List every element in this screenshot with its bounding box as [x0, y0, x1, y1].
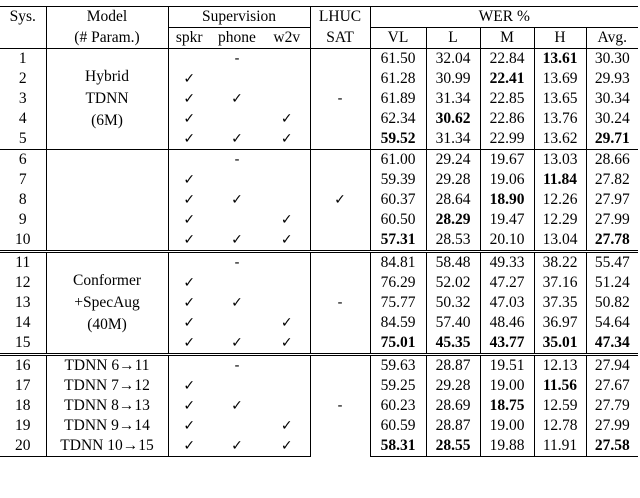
header-wer: WER % [370, 7, 638, 28]
supervision-phone-cell: - [210, 355, 264, 377]
lhuc-sat-cell: - [310, 355, 370, 457]
wer-avg-cell: 27.79 [586, 396, 638, 416]
wer-m-cell: 18.90 [480, 190, 534, 210]
wer-results-table [0, 6, 638, 457]
supervision-w2v-cell [264, 49, 310, 70]
wer-l-cell: 57.40 [426, 313, 480, 333]
supervision-w2v-cell [264, 150, 310, 171]
wer-l-cell: 50.32 [426, 293, 480, 313]
sys-cell: 19 [15, 417, 31, 434]
supervision-w2v-cell [264, 355, 310, 377]
wer-m-cell: 47.27 [480, 273, 534, 293]
wer-l-cell: 28.53 [426, 230, 480, 252]
header-m: M [480, 28, 534, 49]
wer-m-cell: 19.06 [480, 170, 534, 190]
supervision-w2v-cell [264, 170, 310, 190]
wer-m-cell: 22.41 [480, 69, 534, 89]
wer-h-cell: 11.84 [534, 170, 586, 190]
table-row [0, 49, 638, 70]
wer-m-cell: 18.75 [480, 396, 534, 416]
supervision-spkr-cell: ✓ [168, 170, 210, 190]
sys-cell: 5 [18, 130, 27, 147]
supervision-w2v-cell [264, 376, 310, 396]
wer-m-cell: 19.51 [480, 355, 534, 377]
wer-l-cell: 30.99 [426, 69, 480, 89]
model-cell: TDNN 7→12 [46, 376, 168, 396]
wer-h-cell: 13.62 [534, 129, 586, 150]
sys-cell: 1 [0, 49, 46, 70]
wer-avg-cell: 27.97 [586, 190, 638, 210]
lhuc-sat-cell: ✓ [310, 150, 370, 252]
supervision-spkr-cell [168, 355, 210, 377]
supervision-phone-cell [210, 69, 264, 89]
model-cell: TDNN 10→15 [46, 436, 168, 457]
wer-h-cell: 12.26 [534, 190, 586, 210]
wer-vl-cell: 59.25 [370, 376, 426, 396]
wer-vl-cell: 57.31 [370, 230, 426, 252]
wer-avg-cell: 30.24 [586, 109, 638, 129]
header-sys: Sys. [0, 7, 46, 28]
header-h: H [534, 28, 586, 49]
wer-m-cell: 19.00 [480, 416, 534, 436]
table-row [0, 355, 638, 377]
supervision-spkr-cell: ✓ [168, 273, 210, 293]
sys-cell: 20 [0, 436, 46, 457]
sys-cell: 17 [15, 377, 31, 394]
model-label-line: TDNN [85, 90, 129, 107]
wer-avg-cell: 29.71 [586, 129, 638, 150]
wer-l-cell: 28.87 [426, 355, 480, 377]
supervision-phone-cell: ✓ [231, 91, 243, 107]
supervision-w2v-cell [264, 190, 310, 210]
wer-l-cell: 28.55 [426, 436, 480, 457]
wer-avg-cell: 27.67 [586, 376, 638, 396]
wer-m-cell: 48.46 [480, 313, 534, 333]
model-label-line: Conformer [72, 272, 141, 289]
results-body [0, 49, 638, 457]
wer-m-cell: 22.99 [480, 129, 534, 150]
supervision-spkr-cell: ✓ [168, 313, 210, 333]
wer-l-cell: 52.02 [426, 273, 480, 293]
wer-m-cell: 49.33 [480, 252, 534, 274]
wer-vl-cell: 61.00 [370, 150, 426, 171]
wer-m-cell: 43.77 [480, 333, 534, 355]
sys-cell: 2 [18, 70, 27, 87]
wer-vl-cell: 76.29 [370, 273, 426, 293]
wer-vl-cell: 61.89 [370, 89, 426, 109]
supervision-phone-cell: - [210, 150, 264, 171]
wer-h-cell: 13.65 [534, 89, 586, 109]
supervision-w2v-cell: ✓ [280, 131, 293, 147]
wer-h-cell: 12.29 [534, 210, 586, 230]
supervision-phone-cell: ✓ [231, 398, 243, 414]
wer-m-cell: 22.84 [480, 49, 534, 70]
wer-l-cell: 29.28 [426, 170, 480, 190]
model-label-line: (6M) [91, 112, 123, 129]
wer-h-cell: 13.03 [534, 150, 586, 171]
wer-avg-cell: 50.82 [586, 293, 638, 313]
supervision-spkr-cell: ✓ [168, 416, 210, 436]
supervision-phone-cell: ✓ [231, 232, 243, 248]
supervision-phone-cell [210, 416, 264, 436]
supervision-w2v-cell [264, 273, 310, 293]
supervision-spkr-cell: ✓ [168, 396, 210, 416]
wer-h-cell: 13.69 [534, 69, 586, 89]
wer-vl-cell: 61.50 [370, 49, 426, 70]
lhuc-sat-cell: - [310, 252, 370, 355]
header-phone: phone [218, 29, 256, 46]
wer-l-cell: 31.34 [426, 129, 480, 150]
wer-vl-cell: 60.50 [370, 210, 426, 230]
wer-vl-cell: 60.23 [370, 396, 426, 416]
supervision-spkr-cell: ✓ [168, 293, 210, 313]
supervision-phone-cell [210, 273, 264, 293]
wer-m-cell: 19.88 [480, 436, 534, 457]
sys-cell: 3 [18, 90, 27, 107]
wer-avg-cell: 27.94 [586, 355, 638, 377]
supervision-spkr-cell: ✓ [168, 109, 210, 129]
supervision-phone-cell [210, 210, 264, 230]
supervision-phone-cell: - [210, 49, 264, 70]
wer-h-cell: 37.16 [534, 273, 586, 293]
sys-cell: 16 [0, 355, 46, 377]
wer-l-cell: 58.48 [426, 252, 480, 274]
wer-h-cell: 37.35 [534, 293, 586, 313]
wer-vl-cell: 59.52 [370, 129, 426, 150]
wer-h-cell: 12.13 [534, 355, 586, 377]
supervision-phone-cell: ✓ [210, 436, 264, 457]
supervision-spkr-cell: ✓ [168, 210, 210, 230]
supervision-phone-cell: ✓ [231, 335, 243, 351]
supervision-w2v-cell [264, 69, 310, 89]
wer-vl-cell: 58.31 [370, 436, 426, 457]
sys-cell: 7 [18, 171, 27, 188]
wer-vl-cell: 84.59 [370, 313, 426, 333]
sys-cell: 4 [18, 110, 27, 127]
wer-vl-cell: 59.39 [370, 170, 426, 190]
sys-cell: 10 [15, 231, 31, 248]
supervision-spkr-cell: ✓ [168, 230, 210, 252]
supervision-spkr-cell: ✓ [168, 376, 210, 396]
wer-avg-cell: 27.82 [586, 170, 638, 190]
wer-h-cell: 13.76 [534, 109, 586, 129]
wer-vl-cell: 60.37 [370, 190, 426, 210]
sys-cell: 9 [18, 211, 27, 228]
header-sat: SAT [310, 28, 370, 49]
lhuc-sat-cell: - [310, 49, 370, 150]
supervision-w2v-cell: ✓ [280, 212, 293, 228]
wer-vl-cell: 61.28 [370, 69, 426, 89]
supervision-phone-cell [210, 376, 264, 396]
wer-l-cell: 29.28 [426, 376, 480, 396]
wer-h-cell: 11.56 [534, 376, 586, 396]
wer-l-cell: 29.24 [426, 150, 480, 171]
wer-m-cell: 19.00 [480, 376, 534, 396]
wer-avg-cell: 27.58 [586, 436, 638, 457]
wer-l-cell: 28.29 [426, 210, 480, 230]
sys-cell: 12 [15, 274, 31, 291]
wer-h-cell: 36.97 [534, 313, 586, 333]
wer-vl-cell: 59.63 [370, 355, 426, 377]
wer-avg-cell: 28.66 [586, 150, 638, 171]
supervision-w2v-cell: ✓ [280, 315, 293, 331]
model-cell: TDNN 9→14 [46, 416, 168, 436]
header-w2v: w2v [273, 29, 301, 46]
sys-cell: 13 [15, 294, 31, 311]
wer-h-cell: 11.91 [534, 436, 586, 457]
supervision-w2v-cell [264, 396, 310, 416]
wer-avg-cell: 29.93 [586, 69, 638, 89]
wer-l-cell: 31.34 [426, 89, 480, 109]
wer-l-cell: 28.87 [426, 416, 480, 436]
model-label-line: +SpecAug [74, 294, 140, 311]
supervision-w2v-cell [264, 293, 310, 313]
supervision-spkr-cell [168, 150, 210, 171]
wer-avg-cell: 27.99 [586, 210, 638, 230]
header-row-1 [0, 7, 638, 28]
supervision-spkr-cell [168, 49, 210, 70]
supervision-w2v-cell [264, 252, 310, 274]
wer-vl-cell: 84.81 [370, 252, 426, 274]
wer-l-cell: 28.69 [426, 396, 480, 416]
sys-cell: 11 [0, 252, 46, 274]
wer-h-cell: 12.59 [534, 396, 586, 416]
supervision-w2v-cell: ✓ [280, 335, 293, 351]
sys-cell: 6 [0, 150, 46, 171]
sys-cell: 15 [15, 334, 31, 351]
header-model: Model [46, 7, 168, 28]
model-group-cell [46, 252, 168, 355]
wer-vl-cell: 75.77 [370, 293, 426, 313]
wer-l-cell: 30.62 [426, 109, 480, 129]
supervision-w2v-cell: ✓ [280, 418, 293, 434]
wer-avg-cell: 51.24 [586, 273, 638, 293]
wer-vl-cell: 62.34 [370, 109, 426, 129]
supervision-spkr-cell: ✓ [168, 129, 210, 150]
wer-m-cell: 22.85 [480, 89, 534, 109]
supervision-phone-cell [210, 170, 264, 190]
model-group-cell [46, 49, 168, 150]
wer-avg-cell: 55.47 [586, 252, 638, 274]
wer-m-cell: 22.86 [480, 109, 534, 129]
wer-vl-cell: 75.01 [370, 333, 426, 355]
header-avg: Avg. [586, 28, 638, 49]
wer-h-cell: 38.22 [534, 252, 586, 274]
header-l: L [426, 28, 480, 49]
supervision-spkr-cell: ✓ [168, 333, 210, 355]
supervision-w2v-cell: ✓ [280, 232, 293, 248]
header-supervision: Supervision [168, 7, 310, 28]
supervision-phone-cell: ✓ [231, 131, 243, 147]
model-cell: TDNN 8→13 [46, 396, 168, 416]
wer-avg-cell: 54.64 [586, 313, 638, 333]
supervision-phone-cell: ✓ [231, 192, 243, 208]
wer-m-cell: 47.03 [480, 293, 534, 313]
wer-l-cell: 32.04 [426, 49, 480, 70]
supervision-phone-cell: ✓ [231, 295, 243, 311]
header-lhuc: LHUC [310, 7, 370, 28]
model-label-line: Hybrid [85, 68, 129, 85]
supervision-spkr-cell: ✓ [168, 69, 210, 89]
wer-h-cell: 35.01 [534, 333, 586, 355]
wer-vl-cell: 60.59 [370, 416, 426, 436]
supervision-phone-cell [210, 313, 264, 333]
wer-m-cell: 19.47 [480, 210, 534, 230]
wer-m-cell: 19.67 [480, 150, 534, 171]
sys-cell: 18 [15, 397, 31, 414]
wer-h-cell: 13.61 [534, 49, 586, 70]
wer-avg-cell: 47.34 [586, 333, 638, 355]
supervision-phone-cell: - [210, 252, 264, 274]
table-row [0, 252, 638, 274]
wer-avg-cell: 30.34 [586, 89, 638, 109]
sys-cell: 8 [18, 191, 27, 208]
header-model-params: (# Param.) [46, 28, 168, 49]
supervision-w2v-cell [264, 89, 310, 109]
wer-h-cell: 13.04 [534, 230, 586, 252]
header-spkr: spkr [168, 28, 210, 49]
supervision-spkr-cell [168, 252, 210, 274]
model-cell: TDNN 6→11 [46, 355, 168, 377]
wer-m-cell: 20.10 [480, 230, 534, 252]
wer-avg-cell: 30.30 [586, 49, 638, 70]
sys-cell: 14 [15, 314, 31, 331]
model-label-line: (40M) [87, 316, 127, 333]
supervision-spkr-cell: ✓ [168, 190, 210, 210]
wer-l-cell: 45.35 [426, 333, 480, 355]
supervision-w2v-cell: ✓ [264, 436, 310, 457]
wer-avg-cell: 27.78 [586, 230, 638, 252]
wer-l-cell: 28.64 [426, 190, 480, 210]
model-group-cell [46, 150, 168, 252]
supervision-phone-cell [210, 109, 264, 129]
wer-avg-cell: 27.99 [586, 416, 638, 436]
supervision-spkr-cell: ✓ [168, 89, 210, 109]
header-row-2 [0, 28, 638, 49]
table-row [0, 150, 638, 171]
wer-h-cell: 12.78 [534, 416, 586, 436]
header-vl: VL [370, 28, 426, 49]
supervision-w2v-cell: ✓ [280, 111, 293, 127]
supervision-spkr-cell: ✓ [168, 436, 210, 457]
